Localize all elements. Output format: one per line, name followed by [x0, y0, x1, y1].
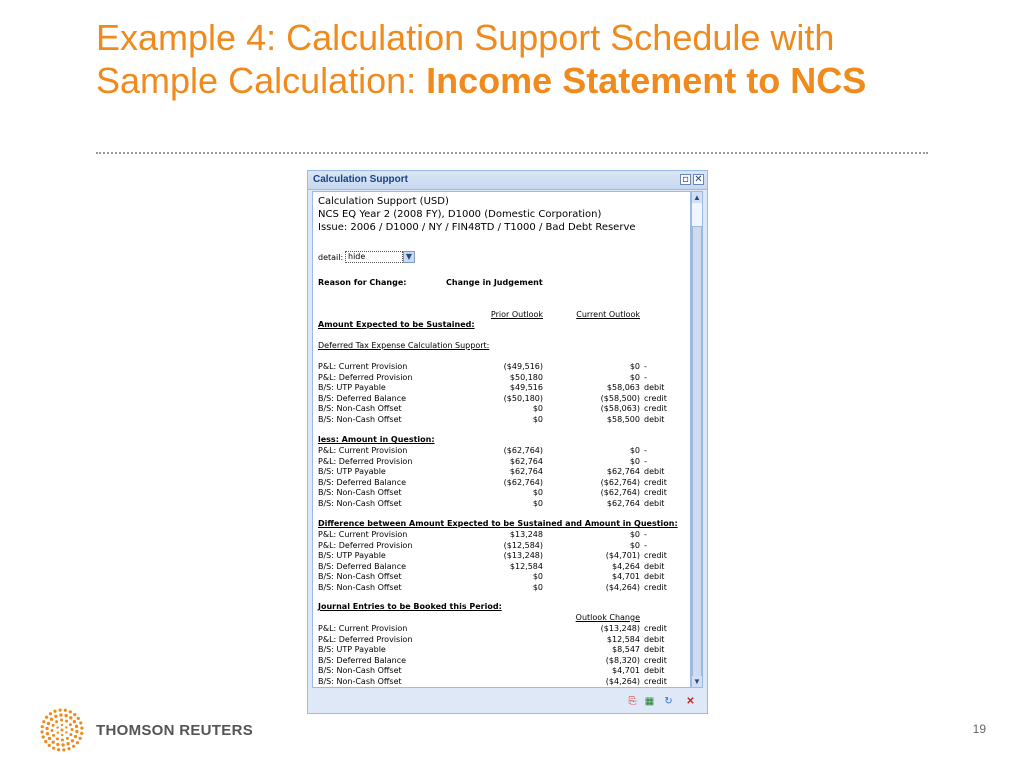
debit-credit: -	[644, 540, 647, 550]
current-value: ($8,320)	[605, 655, 640, 665]
row-label: B/S: Non-Cash Offset	[318, 666, 402, 675]
current-value: $58,500	[606, 414, 640, 424]
logo-dot	[61, 724, 63, 726]
logo-dot	[41, 725, 44, 728]
current-value: $62,764	[606, 498, 640, 508]
row-label: P&L: Current Provision	[318, 530, 408, 539]
logo-dot	[61, 734, 63, 736]
logo-dot	[54, 715, 57, 718]
title-bold: Income Statement to NCS	[426, 60, 867, 101]
current-value: $58,063	[606, 383, 640, 392]
current-value: ($62,764)	[600, 477, 640, 487]
section-sustained-title: Amount Expected to be Sustained:	[318, 320, 475, 329]
debit-credit: debit	[644, 572, 665, 581]
current-value: $8,547	[612, 645, 640, 654]
current-value: ($58,063)	[600, 404, 640, 413]
logo-dot	[61, 729, 64, 732]
detail-select[interactable]: hide	[345, 251, 403, 263]
debit-credit: -	[644, 362, 647, 371]
prior-value: ($62,764)	[503, 477, 543, 487]
excel-icon[interactable]: ▦	[644, 696, 655, 707]
current-value: $4,264	[612, 561, 640, 571]
thomson-reuters-logo-icon	[40, 708, 84, 752]
debit-credit: debit	[644, 414, 665, 424]
logo-dot	[76, 741, 79, 744]
header-line-3: Issue: 2006 / D1000 / NY / FIN48TD / T1000 / Bad Debt Reserve	[318, 222, 636, 233]
row-label: B/S: UTP Payable	[318, 551, 386, 560]
logo-dot	[51, 729, 54, 732]
logo-dot	[77, 717, 80, 720]
row-label: P&L: Deferred Provision	[318, 372, 413, 382]
logo-dot	[51, 740, 54, 743]
chevron-down-icon[interactable]: ▼	[403, 251, 415, 263]
prior-value: ($12,584)	[503, 540, 543, 550]
debit-credit: -	[644, 456, 647, 466]
logo-dot	[75, 725, 78, 728]
logo-dot	[72, 745, 75, 748]
logo-dot	[59, 713, 62, 716]
logo-dot	[70, 728, 73, 731]
reason-value: Change in Judgement	[446, 278, 543, 287]
col-current-outlook: Current Outlook	[576, 310, 640, 319]
logo-dot	[42, 735, 45, 738]
row-label: B/S: Non-Cash Offset	[318, 582, 402, 592]
logo-dot	[52, 747, 55, 750]
prior-value: ($13,248)	[503, 551, 543, 560]
logo-dot	[79, 737, 82, 740]
title-line2: Sample Calculation:	[96, 60, 427, 101]
brand-name: THOMSON REUTERS	[96, 722, 254, 739]
logo-dot	[48, 737, 51, 740]
header-line-1: Calculation Support (USD)	[318, 196, 449, 207]
row-label: B/S: Non-Cash Offset	[318, 572, 402, 581]
prior-value: $0	[532, 498, 543, 508]
detail-label: detail:	[318, 253, 344, 262]
pdf-icon[interactable]: ⎘	[628, 696, 637, 707]
page-number: 19	[972, 722, 986, 736]
logo-dot	[56, 726, 58, 728]
debit-credit: -	[644, 530, 647, 539]
scroll-thumb[interactable]	[692, 226, 702, 684]
prior-value: $50,180	[509, 372, 543, 382]
logo-dot	[48, 744, 51, 747]
logo-dot	[40, 730, 43, 733]
current-value: $4,701	[612, 572, 640, 581]
prior-value: $49,516	[509, 383, 543, 392]
row-label: B/S: Deferred Balance	[318, 655, 407, 665]
window-titlebar[interactable]	[308, 171, 707, 190]
row-label: P&L: Deferred Provision	[318, 540, 413, 550]
vertical-scrollbar[interactable]	[691, 191, 703, 688]
row-label: B/S: Non-Cash Offset	[318, 676, 402, 686]
current-value: ($62,764)	[600, 488, 640, 497]
row-label: B/S: Non-Cash Offset	[318, 488, 402, 497]
prior-value: $0	[532, 572, 543, 581]
row-label: B/S: Deferred Balance	[318, 477, 407, 487]
logo-dot	[79, 721, 82, 724]
close-window-icon[interactable]: ✕	[694, 174, 703, 185]
logo-dot	[65, 731, 67, 733]
current-value: $0	[629, 456, 640, 466]
logo-dot	[65, 720, 68, 723]
logo-dot	[52, 724, 55, 727]
debit-credit: credit	[644, 477, 667, 487]
logo-dot	[80, 732, 83, 735]
logo-dot	[61, 738, 64, 741]
logo-dot	[73, 720, 76, 723]
logo-dot	[62, 748, 65, 751]
logo-dot	[74, 735, 77, 738]
debit-credit: credit	[644, 551, 667, 560]
debit-credit: debit	[644, 561, 665, 571]
row-label: B/S: Non-Cash Offset	[318, 498, 402, 508]
slide-title	[96, 16, 946, 102]
logo-dot	[47, 722, 50, 725]
row-label: B/S: Non-Cash Offset	[318, 404, 402, 413]
current-value: $0	[629, 446, 640, 455]
prior-value: $12,584	[509, 561, 543, 571]
window-footer	[308, 691, 707, 713]
current-value: $0	[629, 530, 640, 539]
logo-dot	[56, 743, 59, 746]
close-icon[interactable]: ✕	[686, 696, 695, 707]
debit-credit: credit	[644, 676, 667, 686]
logo-dot	[80, 727, 83, 730]
scroll-up-icon[interactable]: ▲	[693, 193, 701, 202]
prior-value: $0	[532, 488, 543, 497]
prior-value: $13,248	[509, 530, 543, 539]
debit-credit: debit	[644, 666, 665, 675]
debit-credit: -	[644, 372, 647, 382]
row-label: P&L: Current Provision	[318, 624, 408, 633]
maximize-icon[interactable]: ▫	[680, 174, 691, 185]
debit-credit: credit	[644, 488, 667, 497]
current-value: $62,764	[606, 467, 640, 476]
logo-dot	[50, 718, 53, 721]
row-label: B/S: UTP Payable	[318, 467, 386, 476]
debit-credit: credit	[644, 393, 667, 403]
prior-value: $62,764	[509, 456, 543, 466]
dotted-divider	[96, 152, 928, 154]
debit-credit: credit	[644, 404, 667, 413]
logo-dot	[57, 748, 60, 751]
debit-credit: debit	[644, 645, 665, 654]
row-label: B/S: UTP Payable	[318, 645, 386, 654]
section-sustained-subtitle: Deferred Tax Expense Calculation Support:	[318, 341, 490, 350]
current-value: ($4,264)	[605, 582, 640, 592]
row-label: P&L: Deferred Provision	[318, 634, 413, 644]
debit-credit: debit	[644, 467, 665, 476]
prior-value: $0	[532, 414, 543, 424]
current-value: $12,584	[606, 634, 640, 644]
section-question-title: less: Amount in Question:	[318, 435, 435, 444]
logo-dot	[49, 712, 52, 715]
current-value: ($4,701)	[605, 551, 640, 560]
header-line-2: NCS EQ Year 2 (2008 FY), D1000 (Domestic Corporation)	[318, 209, 602, 220]
debit-credit: debit	[644, 498, 665, 508]
logo-dot	[45, 716, 48, 719]
logo-dot	[65, 726, 67, 728]
current-value: $0	[629, 540, 640, 550]
col-outlook-change: Outlook Change	[575, 613, 640, 622]
logo-dot	[64, 709, 67, 712]
prior-value: ($49,516)	[503, 362, 543, 371]
section-difference-title: Difference between Amount Expected to be Sustained and Amount in Question:	[318, 519, 678, 528]
logo-dot	[69, 710, 72, 713]
current-value: $4,701	[612, 666, 640, 675]
logo-dot	[71, 739, 74, 742]
current-value: $0	[629, 372, 640, 382]
debit-credit: credit	[644, 582, 667, 592]
debit-credit: credit	[644, 624, 667, 633]
logo-dot	[64, 714, 67, 717]
logo-dot	[59, 708, 62, 711]
prior-value: $0	[532, 404, 543, 413]
logo-dot	[57, 731, 59, 733]
debit-credit: debit	[644, 634, 665, 644]
logo-dot	[45, 727, 48, 730]
logo-dot	[69, 723, 72, 726]
row-label: B/S: Non-Cash Offset	[318, 414, 402, 424]
row-label: B/S: UTP Payable	[318, 383, 386, 392]
logo-dot	[73, 713, 76, 716]
row-label: P&L: Current Provision	[318, 362, 408, 371]
logo-dot	[67, 747, 70, 750]
prior-value: ($50,180)	[503, 393, 543, 403]
row-label: P&L: Current Provision	[318, 446, 408, 455]
logo-dot	[75, 730, 78, 733]
logo-dot	[42, 720, 45, 723]
refresh-icon[interactable]: ↻	[664, 696, 673, 707]
prior-value: $0	[532, 582, 543, 592]
title-line1: Example 4: Calculation Support Schedule with	[96, 17, 835, 58]
logo-dot	[69, 716, 72, 719]
logo-dot	[56, 737, 59, 740]
reason-label: Reason for Change:	[318, 278, 407, 287]
window-content	[312, 191, 691, 688]
row-label: B/S: Deferred Balance	[318, 561, 407, 571]
debit-credit: debit	[644, 383, 665, 392]
current-value: $0	[629, 362, 640, 371]
row-label: P&L: Deferred Provision	[318, 456, 413, 466]
scroll-down-icon[interactable]: ▼	[693, 677, 701, 686]
logo-dot	[69, 733, 72, 736]
window-title: Calculation Support	[313, 174, 408, 185]
calculation-support-window	[307, 170, 708, 714]
prior-value: ($62,764)	[503, 446, 543, 455]
debit-credit: -	[644, 446, 647, 455]
current-value: ($4,264)	[605, 676, 640, 686]
current-value: ($58,500)	[600, 393, 640, 403]
logo-dot	[53, 710, 56, 713]
row-label: B/S: Deferred Balance	[318, 393, 407, 403]
logo-dot	[46, 732, 49, 735]
col-prior-outlook: Prior Outlook	[490, 310, 543, 319]
section-journal-title: Journal Entries to be Booked this Period:	[318, 602, 502, 611]
debit-credit: credit	[644, 655, 667, 665]
prior-value: $62,764	[509, 467, 543, 476]
logo-dot	[61, 743, 64, 746]
logo-dot	[66, 737, 69, 740]
logo-dot	[60, 719, 63, 722]
current-value: ($13,248)	[600, 624, 640, 633]
logo-dot	[44, 740, 47, 743]
logo-dot	[66, 742, 69, 745]
logo-dot	[52, 734, 55, 737]
logo-dot	[55, 720, 58, 723]
